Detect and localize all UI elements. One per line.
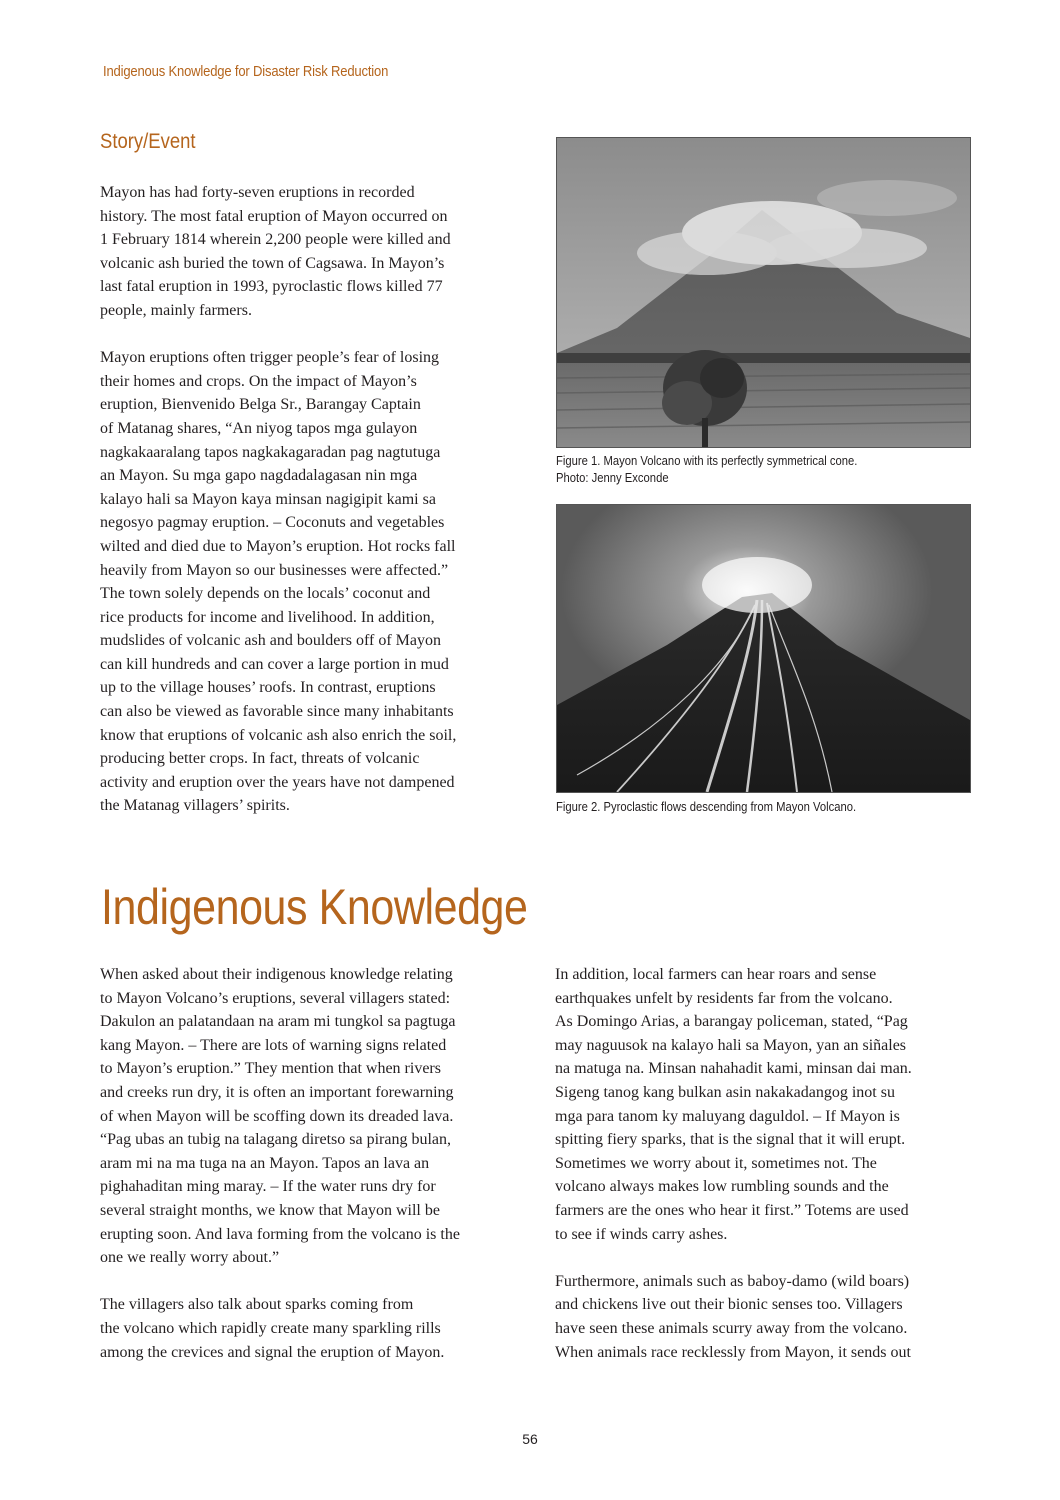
story-paragraph: Mayon has had forty-seven eruptions in recorded history. The most fatal eruption of Mayon occurred on 1 February 1814 wherein 2,200 people were killed and volcanic ash buried the town of Cagsawa. In Mayon’s last fatal eruption in 1993, pyroclastic flows killed 77 people, mainly farmers. xyxy=(100,184,451,319)
story-text-column xyxy=(100,181,520,842)
indigenous-paragraph: When asked about their indigenous knowledge relating to Mayon Volcano’s eruptions, several villagers stated: Dakulon an palatandaan na aram mi tungkol sa pagtuga kang Mayon. – There are lots of warning signs related to Mayon’s eruption.” They mention that when rivers and creeks run dry, it is often an important forewarning of when Mayon will be scoffing down its dreaded lava. “Pag ubas an tubig na talagang diretso sa pirang bulan, aram mi na ma tuga na an Mayon. Tapos an lava an pighahaditan ming maray. – If the water runs dry for several straight months, we know that Mayon will be erupting soon. And lava forming from the volcano is the one we really worry about.” xyxy=(100,966,460,1267)
figure-1-caption: Figure 1. Mayon Volcano with its perfectly symmetrical cone. Photo: Jenny Exconde xyxy=(556,454,858,485)
indigenous-paragraph: In addition, local farmers can hear roars and sense earthquakes unfelt by residents far from the volcano. As Domingo Arias, a barangay policeman, stated, “Pag may naguusok na kalayo hali sa Mayon, yan an siñales na matuga na. Minsan nahahadit kami, minsan dai man. Sigeng tanog kang bulkan asin nakakadangog inot su mga para tanom ky maluyang daguldol. – If Mayon is spitting fiery sparks, that is the signal that it will erupt. Sometimes we worry about it, sometimes not. The volcano always makes low rumbling sounds and the farmers are the ones who hear it first.” Totems are used to see if winds carry ashes. xyxy=(555,966,912,1243)
running-header: Indigenous Knowledge for Disaster Risk Reduction xyxy=(103,64,389,80)
indigenous-left-column xyxy=(100,963,520,1388)
section-heading-story-event: Story/Event xyxy=(100,130,196,153)
figure-2-photo xyxy=(556,504,971,793)
indigenous-paragraph: The villagers also talk about sparks coming from the volcano which rapidly create many sparkling rills among the crevices and signal the eruption of Mayon. xyxy=(100,1296,445,1361)
indigenous-right-column xyxy=(555,963,975,1388)
indigenous-paragraph: Furthermore, animals such as baboy-damo (wild boars) and chickens live out their bionic senses too. Villagers have seen these animals scurry away from the volcano. When animals race recklessly from Mayon, it sends out xyxy=(555,1272,911,1361)
figure-1-photo xyxy=(556,137,971,448)
page-number: 56 xyxy=(522,1431,538,1447)
story-paragraph: Mayon eruptions often trigger people’s fear of losing their homes and crops. On the impact of Mayon’s eruption, Bienvenido Belga Sr., Barangay Captain of Matanag shares, “An niyog tapos mga gulayon nagkakaaralang tapos nagkakagaradan pag nagtutuga an Mayon. Su mga gapo nagdadalagasan nin mga kalayo hali sa Mayon kaya minsan nagigipit kami sa negosyo pagmay eruption. – Coconuts and vegetables wilted and died due to Mayon’s eruption. Hot rocks fall heavily from Mayon so our businesses were affected.” The town solely depends on the locals’ coconut and rice products for income and livelihood. In addition, mudslides of volcanic ash and boulders off of Mayon can kill hundreds and can cover a large portion in mud up to the village houses’ roofs. In contrast, eruptions can also be viewed as favorable since many inhabitants know that eruptions of volcanic ash also enrich the soil, producing better crops. In fact, threats of volcanic activity and eruption over the years have not dampened the Matanag villagers’ spirits. xyxy=(100,349,457,815)
figure-2-caption: Figure 2. Pyroclastic flows descending from Mayon Volcano. xyxy=(556,800,857,814)
section-title-indigenous-knowledge: Indigenous Knowledge xyxy=(101,879,528,935)
